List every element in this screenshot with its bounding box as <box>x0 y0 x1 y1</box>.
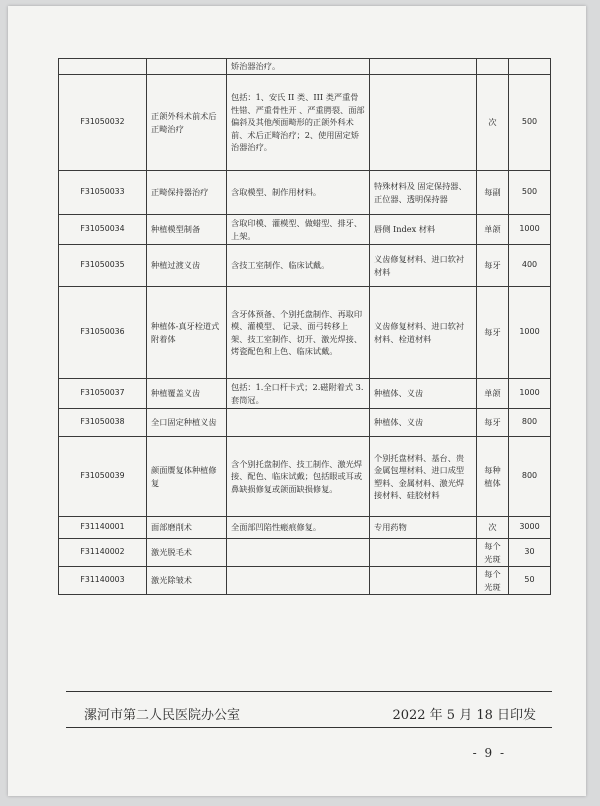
item-code: F31050037 <box>59 379 147 409</box>
item-content <box>227 409 370 437</box>
item-excluded: 个别托盘材料、基台、贵金属包埋材料、进口成型塑料、金属材料、激光焊接材料、硅胶材料 <box>370 437 477 517</box>
item-name: 正畸保持器治疗 <box>147 171 227 215</box>
item-name: 激光除皱术 <box>147 567 227 595</box>
table-row <box>59 517 551 539</box>
item-content <box>227 567 370 595</box>
issuer-name: 漯河市第二人民医院办公室 <box>84 708 241 723</box>
item-price: 800 <box>509 409 551 437</box>
item-unit: 每种植体 <box>477 437 509 517</box>
item-unit <box>477 59 509 75</box>
table-row <box>59 539 551 567</box>
item-content: 含技工室制作、临床试戴。 <box>227 245 370 287</box>
item-content: 包括：1、安氏 II 类、III 类严重骨性错、严重骨性开 、严重腭裂、面部偏斜及其他颅面畸形的正颌外科术前、术后正畸治疗；2、使用固定矫治器治疗。 <box>227 75 370 171</box>
item-price: 30 <box>509 539 551 567</box>
item-price <box>509 59 551 75</box>
item-excluded <box>370 75 477 171</box>
item-name: 颜面赝复体种植修复 <box>147 437 227 517</box>
item-name: 种植覆盖义齿 <box>147 379 227 409</box>
item-price: 800 <box>509 437 551 517</box>
item-unit: 单颌 <box>477 215 509 245</box>
table-row <box>59 379 551 409</box>
item-excluded <box>370 567 477 595</box>
item-code: F31140002 <box>59 539 147 567</box>
item-unit: 次 <box>477 517 509 539</box>
item-unit: 每牙 <box>477 409 509 437</box>
table-row <box>59 75 551 171</box>
item-content: 含牙体预备、个别托盘制作、再取印模、灌模型、 记录、面弓转移上 架、技工室制作、切开、激光焊接、烤瓷配色和上色、临床试戴。 <box>227 287 370 379</box>
item-price: 500 <box>509 75 551 171</box>
item-price: 1000 <box>509 287 551 379</box>
item-price: 500 <box>509 171 551 215</box>
table-row <box>59 59 551 75</box>
fee-table <box>58 58 551 595</box>
item-code: F31050032 <box>59 75 147 171</box>
item-excluded: 特殊材料及 固定保持器、正位器、透明保持器 <box>370 171 477 215</box>
item-excluded: 专用药物 <box>370 517 477 539</box>
footer-bottom-rule <box>66 727 552 728</box>
item-content: 包括：1.全口杆卡式；2.磁附着式 3.套筒冠。 <box>227 379 370 409</box>
item-price: 1000 <box>509 215 551 245</box>
footer-top-rule <box>66 691 552 692</box>
item-name: 种植过渡义齿 <box>147 245 227 287</box>
footer <box>84 704 536 723</box>
item-code: F31050039 <box>59 437 147 517</box>
item-content: 全面部凹陷性瘢痕修复。 <box>227 517 370 539</box>
table-row <box>59 171 551 215</box>
item-code: F31050038 <box>59 409 147 437</box>
item-code: F31050034 <box>59 215 147 245</box>
item-content <box>227 539 370 567</box>
item-name <box>147 59 227 75</box>
item-code: F31050036 <box>59 287 147 379</box>
page-number: - 9 - <box>472 746 506 760</box>
item-name: 正颌外科术前术后正畸治疗 <box>147 75 227 171</box>
table-row <box>59 287 551 379</box>
item-unit: 每个光斑 <box>477 539 509 567</box>
table-row <box>59 215 551 245</box>
item-content: 含个别托盘制作、技工制作、激光焊接、配色、临床试戴；包括眼或耳或鼻缺损修复或颌面缺损修复。 <box>227 437 370 517</box>
item-unit: 每牙 <box>477 245 509 287</box>
table-row <box>59 437 551 517</box>
item-unit: 次 <box>477 75 509 171</box>
issue-date: 2022 年 5 月 18 日印发 <box>392 708 536 723</box>
item-content: 含取模型、制作用材料。 <box>227 171 370 215</box>
item-name: 激光脱毛术 <box>147 539 227 567</box>
table-row <box>59 567 551 595</box>
item-unit: 每牙 <box>477 287 509 379</box>
item-code: F31140001 <box>59 517 147 539</box>
item-excluded: 唇侧 Index 材料 <box>370 215 477 245</box>
item-content: 含取印模、灌模型、做蜡型、排牙、上架。 <box>227 215 370 245</box>
item-name: 面部磨削术 <box>147 517 227 539</box>
table-row <box>59 245 551 287</box>
item-price: 400 <box>509 245 551 287</box>
item-code: F31140003 <box>59 567 147 595</box>
item-name: 种植模型制备 <box>147 215 227 245</box>
item-content: 矫治器治疗。 <box>227 59 370 75</box>
item-excluded <box>370 59 477 75</box>
document-page <box>8 6 586 796</box>
item-unit: 每个光斑 <box>477 567 509 595</box>
item-excluded: 种植体、义齿 <box>370 409 477 437</box>
item-name: 全口固定种植义齿 <box>147 409 227 437</box>
item-excluded: 义齿修复材料、进口软衬材料 <box>370 245 477 287</box>
item-price: 50 <box>509 567 551 595</box>
item-code: F31050035 <box>59 245 147 287</box>
item-price: 1000 <box>509 379 551 409</box>
item-unit: 单颌 <box>477 379 509 409</box>
item-code: F31050033 <box>59 171 147 215</box>
item-excluded: 种植体、义齿 <box>370 379 477 409</box>
table-row <box>59 409 551 437</box>
item-excluded: 义齿修复材料、进口软衬材料、栓道材料 <box>370 287 477 379</box>
item-code <box>59 59 147 75</box>
item-excluded <box>370 539 477 567</box>
item-name: 种植体-真牙栓道式附着体 <box>147 287 227 379</box>
item-unit: 每副 <box>477 171 509 215</box>
item-price: 3000 <box>509 517 551 539</box>
